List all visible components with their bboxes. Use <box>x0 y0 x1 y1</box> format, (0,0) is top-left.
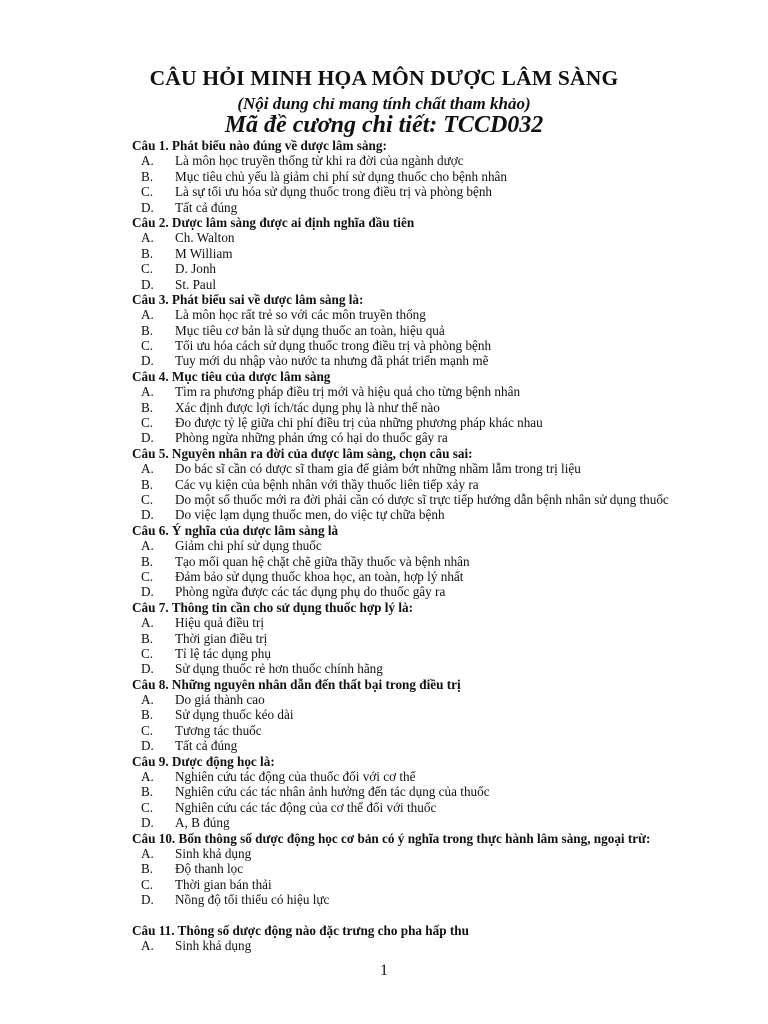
answer-option <box>132 815 752 830</box>
option-label: A. <box>141 230 154 246</box>
option-label: C. <box>141 645 154 661</box>
answer-option <box>132 584 752 599</box>
option-label: D. <box>141 661 154 677</box>
answer-option <box>132 661 752 676</box>
answer-option <box>132 384 752 399</box>
question-title: Câu 10. Bốn thông số dược động học cơ bản có ý nghĩa trong thực hành lâm sàng, ngoại trừ: <box>132 830 651 846</box>
question-3 <box>132 292 752 369</box>
option-label: B. <box>141 168 154 184</box>
option-text: Độ thanh lọc <box>175 861 244 877</box>
question-5 <box>132 446 752 523</box>
answer-option <box>132 169 752 184</box>
option-label: C. <box>141 261 154 277</box>
option-label: B. <box>141 322 154 338</box>
option-label: B. <box>141 399 154 415</box>
option-text: Nghiên cứu các tác nhân ảnh hưởng đến tác dụng của thuốc <box>175 784 490 800</box>
option-label: B. <box>141 553 154 569</box>
answer-option <box>132 554 752 569</box>
option-text: Phòng ngừa những phản ứng có hại do thuốc gây ra <box>175 430 448 446</box>
option-label: A. <box>141 845 154 861</box>
option-text: St. Paul <box>175 276 217 292</box>
answer-option <box>132 615 752 630</box>
answer-option <box>132 307 752 322</box>
document-title: CÂU HỎI MINH HỌA MÔN DƯỢC LÂM SÀNG <box>149 66 619 90</box>
option-label: D. <box>141 507 154 523</box>
option-text: Thời gian điều trị <box>175 630 268 646</box>
answer-option <box>132 184 752 199</box>
option-label: B. <box>141 784 154 800</box>
option-text: Mục tiêu cơ bản là sử dụng thuốc an toàn, hiệu quả <box>175 322 445 338</box>
option-label: D. <box>141 892 154 908</box>
answer-option <box>132 461 752 476</box>
option-text: Tối ưu hóa cách sử dụng thuốc trong điều trị và phòng bệnh <box>175 338 492 354</box>
answer-option <box>132 477 752 492</box>
answer-option <box>132 892 752 907</box>
answer-option <box>132 769 752 784</box>
question-list <box>132 138 752 953</box>
question-title: Câu 1. Phát biểu nào đúng về dược lâm sàng: <box>132 138 387 153</box>
option-text: Tất cả đúng <box>175 199 238 215</box>
answer-option <box>132 200 752 215</box>
option-text: Thời gian bán thải <box>175 876 272 892</box>
option-label: C. <box>141 184 154 200</box>
answer-option <box>132 353 752 368</box>
option-text: Phòng ngừa được các tác dụng phụ do thuốc gây ra <box>175 584 446 600</box>
answer-option <box>132 738 752 753</box>
option-label: B. <box>141 245 154 261</box>
option-label: B. <box>141 861 154 877</box>
answer-option <box>132 646 752 661</box>
question-title: Câu 11. Thông số dược động nào đặc trưng cho pha hấp thu <box>132 922 469 938</box>
option-text: Tương tác thuốc <box>175 722 262 738</box>
option-label: D. <box>141 276 154 292</box>
answer-option <box>132 846 752 861</box>
question-1 <box>132 138 752 215</box>
answer-option <box>132 707 752 722</box>
answer-option <box>132 277 752 292</box>
question-title: Câu 9. Dược động học là: <box>132 753 275 769</box>
option-label: C. <box>141 876 154 892</box>
option-text: Do một số thuốc mới ra đời phải cần có dược sĩ trực tiếp hướng dẫn bệnh nhân sử dụng thuốc <box>175 491 669 507</box>
question-title: Câu 3. Phát biểu sai về dược lâm sàng là: <box>132 291 364 307</box>
answer-option <box>132 400 752 415</box>
question-2 <box>132 215 752 292</box>
option-text: Do việc lạm dụng thuốc men, do việc tự chữa bệnh <box>175 507 445 523</box>
answer-option <box>132 784 752 799</box>
answer-option <box>132 861 752 876</box>
option-label: A. <box>141 461 154 477</box>
question-title: Câu 6. Ý nghĩa của dược lâm sàng là <box>132 522 339 538</box>
question-title: Câu 8. Những nguyên nhân dẫn đến thất bại trong điều trị <box>132 676 461 692</box>
answer-option <box>132 430 752 445</box>
option-label: C. <box>141 338 154 354</box>
answer-option <box>132 538 752 553</box>
question-8 <box>132 677 752 754</box>
option-text: Là sự tối ưu hóa sử dụng thuốc trong điều trị và phòng bệnh <box>175 184 493 200</box>
answer-option <box>132 631 752 646</box>
option-text: Là môn học truyền thống từ khi ra đời của ngành dược <box>175 153 464 169</box>
option-text: Tất cả đúng <box>175 738 238 754</box>
option-label: A. <box>141 307 154 323</box>
answer-option <box>132 877 752 892</box>
document-subtitle: (Nội dung chỉ mang tính chất tham khảo) <box>237 94 531 113</box>
option-text: D. Jonh <box>175 261 217 277</box>
question-9 <box>132 754 752 831</box>
answer-option <box>132 492 752 507</box>
option-label: D. <box>141 815 154 831</box>
option-text: Do bác sĩ cần có dược sĩ tham gia để giảm bớt những nhầm lẫm trong trị liệu <box>175 461 581 477</box>
answer-option <box>132 800 752 815</box>
option-label: A. <box>141 615 154 631</box>
question-10 <box>132 831 752 908</box>
option-text: Xác định được lợi ích/tác dụng phụ là như thế nào <box>175 399 440 415</box>
option-label: C. <box>141 722 154 738</box>
question-title: Câu 4. Mục tiêu của dược lâm sàng <box>132 368 331 384</box>
option-text: A, B đúng <box>175 815 230 831</box>
page-number: 1 <box>380 962 388 979</box>
option-text: Đảm bảo sử dụng thuốc khoa học, an toàn, hợp lý nhất <box>175 568 464 584</box>
option-text: Tạo mối quan hệ chặt chẽ giữa thầy thuốc và bệnh nhân <box>175 553 470 569</box>
answer-option <box>132 723 752 738</box>
answer-option <box>132 153 752 168</box>
option-text: Các vụ kiện của bệnh nhân với thầy thuốc liên tiếp xảy ra <box>175 476 479 492</box>
question-7 <box>132 600 752 677</box>
question-6 <box>132 523 752 600</box>
answer-option <box>132 338 752 353</box>
answer-option <box>132 323 752 338</box>
option-text: Giảm chi phí sử dụng thuốc <box>175 538 322 554</box>
option-text: Mục tiêu chủ yếu là giảm chi phí sử dụng thuốc cho bệnh nhân <box>175 168 507 184</box>
option-text: Ch. Walton <box>175 230 235 246</box>
question-title: Câu 2. Dược lâm sàng được ai định nghĩa đầu tiên <box>132 214 415 230</box>
answer-option <box>132 246 752 261</box>
option-label: C. <box>141 415 154 431</box>
option-label: B. <box>141 476 154 492</box>
option-text: Tuy mới du nhập vào nước ta nhưng đã phát triển mạnh mẽ <box>175 353 489 369</box>
option-label: A. <box>141 538 154 554</box>
answer-option <box>132 507 752 522</box>
option-text: Sinh khả dụng <box>175 845 252 861</box>
option-label: A. <box>141 769 154 785</box>
answer-option <box>132 261 752 276</box>
question-title: Câu 7. Thông tin cần cho sử dụng thuốc hợp lý là: <box>132 599 414 615</box>
option-text: Do giá thành cao <box>175 692 265 708</box>
option-text: Sử dụng thuốc rẻ hơn thuốc chính hãng <box>175 661 383 677</box>
option-label: B. <box>141 630 154 646</box>
option-label: D. <box>141 353 154 369</box>
option-label: D. <box>141 738 154 754</box>
option-text: Đo được tỷ lệ giữa chi phí điều trị của những phương pháp khác nhau <box>175 415 543 431</box>
option-label: C. <box>141 568 154 584</box>
option-label: C. <box>141 491 154 507</box>
option-label: A. <box>141 937 154 953</box>
question-11 <box>132 923 752 954</box>
option-label: D. <box>141 199 154 215</box>
answer-option <box>132 938 752 953</box>
option-text: Nghiên cứu tác động của thuốc đối với cơ thể <box>175 769 416 785</box>
option-text: Tỉ lệ tác dụng phụ <box>175 645 271 661</box>
option-label: A. <box>141 692 154 708</box>
option-text: Sử dụng thuốc kéo dài <box>175 707 294 723</box>
option-label: D. <box>141 584 154 600</box>
option-text: Nghiên cứu các tác động của cơ thể đối với thuốc <box>175 799 437 815</box>
syllabus-code: Mã đề cương chi tiết: TCCD032 <box>224 112 544 138</box>
answer-option <box>132 569 752 584</box>
option-text: Là môn học rất trẻ so với các môn truyền thống <box>175 307 426 323</box>
option-text: Sinh khả dụng <box>175 937 252 953</box>
option-text: Nồng độ tối thiểu có hiệu lực <box>175 892 330 908</box>
question-4 <box>132 369 752 446</box>
option-text: Tìm ra phương pháp điều trị mới và hiệu quả cho từng bệnh nhân <box>175 384 521 400</box>
option-label: D. <box>141 430 154 446</box>
answer-option <box>132 230 752 245</box>
option-label: A. <box>141 153 154 169</box>
answer-option <box>132 415 752 430</box>
option-label: B. <box>141 707 154 723</box>
option-label: C. <box>141 799 154 815</box>
question-title: Câu 5. Nguyên nhân ra đời của dược lâm sàng, chọn câu sai: <box>132 445 473 461</box>
option-text: M William <box>175 245 233 261</box>
option-text: Hiệu quả điều trị <box>175 615 264 631</box>
answer-option <box>132 692 752 707</box>
option-label: A. <box>141 384 154 400</box>
